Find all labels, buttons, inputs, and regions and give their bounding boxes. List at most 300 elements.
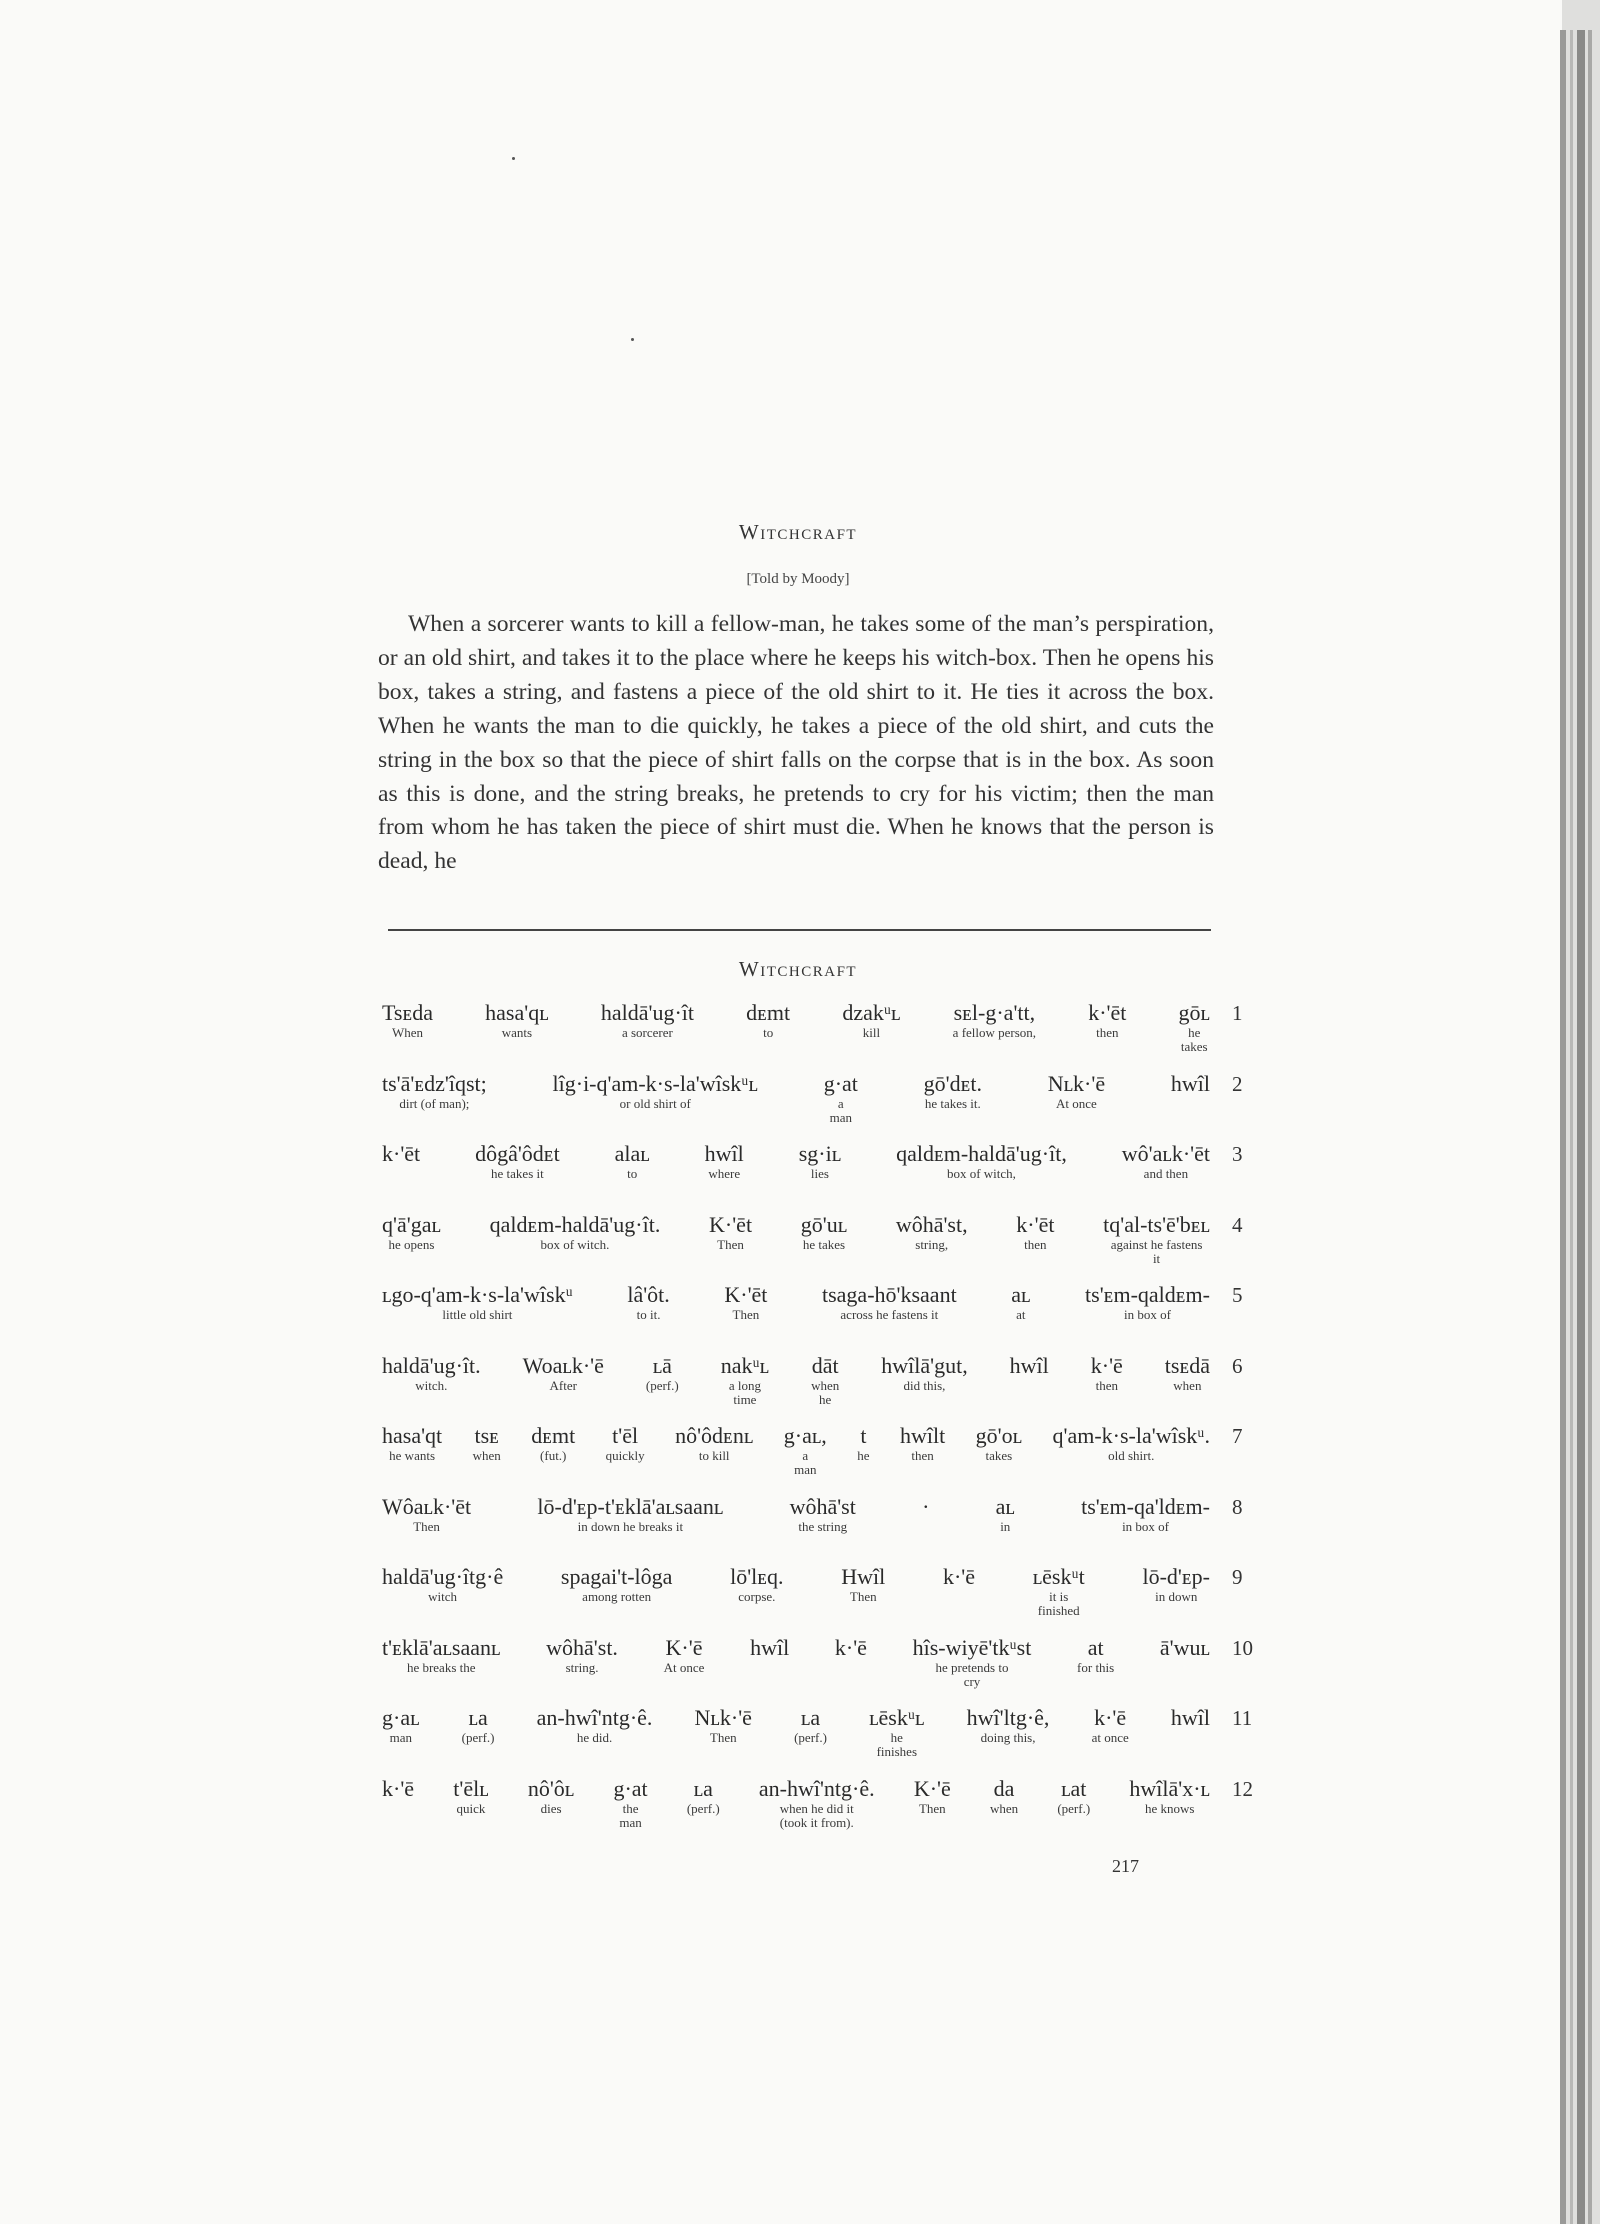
word-gloss: then	[1024, 1236, 1047, 1252]
word-gloss: lies	[810, 1166, 829, 1181]
interlinear-word	[382, 1635, 500, 1675]
word-gloss: did this,	[903, 1377, 946, 1393]
native-word: sᴇl-g·a'tt,	[953, 1000, 1036, 1025]
interlinear-word	[664, 1635, 705, 1675]
translation-prose: When a sorcerer wants to kill a fellow-man, he takes some of the man’s perspiration, or an old shirt, and takes it to the place where he keeps his witch-box. Then he opens his box, takes a string, and fastens a piece of the old shirt to it. He ties it across the box. When he wants the man to die quickly, he takes a piece of the old shirt, and cuts the string in the box so that the piece of shirt falls on the corpse that is in the box. As soon as this is done, and the string breaks, he pretends to cry for his victim; then the man from whom he has taken the piece of shirt must die. When he knows that the person is dead, he	[378, 611, 1214, 875]
native-word: g·at	[613, 1775, 648, 1801]
word-gloss: quickly	[605, 1448, 645, 1463]
interlinear-word	[842, 1000, 900, 1040]
word-gloss: he knows	[1144, 1800, 1195, 1816]
interlinear-line	[370, 1423, 1290, 1494]
word-gloss: the string	[798, 1518, 848, 1534]
word-gloss: when	[989, 1800, 1019, 1816]
interlinear-line	[370, 1564, 1290, 1635]
native-word: k·'ē	[382, 1775, 415, 1801]
native-word: g·at	[823, 1070, 858, 1096]
native-word: t'ēlʟ	[453, 1775, 489, 1801]
native-word: hwîlā'x·ʟ	[1129, 1775, 1210, 1801]
native-word: ʟā	[652, 1352, 672, 1378]
interlinear-word	[1077, 1635, 1114, 1675]
word-gloss: witch.	[415, 1377, 448, 1393]
native-word: lō-d'ᴇp-	[1142, 1564, 1210, 1589]
word-gloss: at once	[1091, 1730, 1129, 1745]
word-gloss: then	[911, 1448, 934, 1463]
word-gloss: a sorcerer	[621, 1025, 673, 1040]
native-word: gō'uʟ	[800, 1211, 848, 1237]
word-gloss: the man	[619, 1800, 642, 1830]
interlinear-word	[1103, 1212, 1210, 1266]
word-gloss: At once	[1056, 1095, 1097, 1111]
native-word: g·aʟ	[382, 1705, 420, 1730]
interlinear-word	[1053, 1423, 1211, 1463]
interlinear-word	[601, 1000, 694, 1040]
word-gloss: when he did it (took it from).	[779, 1800, 854, 1830]
word-gloss: he finishes	[876, 1730, 918, 1759]
interlinear-line	[370, 1212, 1290, 1283]
native-word: ʟa	[693, 1775, 713, 1801]
native-word: an-hwî'ntg·ê.	[758, 1775, 875, 1801]
interlinear-word	[382, 1705, 420, 1745]
interlinear-word	[1129, 1776, 1210, 1816]
native-word: dᴇmt	[531, 1423, 576, 1448]
native-word: ʟēskᵘʟ	[869, 1705, 925, 1730]
interlinear-word	[976, 1423, 1022, 1463]
native-word: hwîl	[750, 1634, 790, 1660]
word-gloss: At once	[663, 1659, 705, 1675]
page-edge	[1570, 30, 1573, 2224]
interlinear-word	[1016, 1212, 1054, 1252]
word-gloss: he takes	[1180, 1025, 1208, 1054]
native-word: ʟat	[1061, 1775, 1087, 1801]
line-number: 12	[1232, 1776, 1253, 1801]
word-gloss: when	[472, 1448, 501, 1463]
native-word: q'ā'gaʟ	[382, 1211, 441, 1237]
word-gloss: Then	[918, 1800, 946, 1816]
interlinear-word	[462, 1705, 495, 1745]
interlinear-word	[913, 1635, 1032, 1689]
native-word: qaldᴇm-haldā'ug·ît,	[896, 1141, 1067, 1166]
line-number: 1	[1232, 1001, 1243, 1025]
interlinear-word	[1179, 1000, 1210, 1054]
interlinear-word	[922, 1494, 929, 1520]
interlinear-line	[370, 1141, 1290, 1212]
native-word: Nʟk·'ē	[694, 1705, 752, 1730]
native-word: K·'ēt	[724, 1282, 768, 1307]
native-word: gō'dᴇt.	[923, 1070, 982, 1096]
word-gloss: to kill	[698, 1448, 730, 1463]
interlinear-word	[801, 1212, 847, 1252]
interlinear-word	[799, 1141, 841, 1181]
native-word: ts'ᴇm-qaldᴇm-	[1085, 1282, 1210, 1307]
native-word: dzakᵘʟ	[842, 1000, 901, 1025]
native-word: ʟa	[800, 1705, 821, 1730]
interlinear-word	[1048, 1071, 1105, 1111]
word-gloss: to it.	[636, 1307, 661, 1322]
interlinear-word	[1081, 1494, 1210, 1534]
native-word: qaldᴇm-haldā'ug·ît.	[489, 1211, 661, 1237]
native-word: wôhā'st.	[546, 1634, 618, 1660]
interlinear-line	[370, 1071, 1290, 1142]
word-gloss: he opens	[388, 1236, 435, 1252]
interlinear-word	[967, 1705, 1050, 1745]
native-word: ʟgo-q'am-k·s-la'wîskᵘ	[382, 1282, 573, 1307]
interlinear-word	[724, 1282, 767, 1322]
word-gloss: he breaks the	[406, 1659, 476, 1675]
word-gloss: he takes	[802, 1236, 846, 1252]
interlinear-word	[1033, 1564, 1085, 1618]
native-text-title: Witchcraft	[738, 957, 858, 981]
interlinear-word	[835, 1635, 867, 1661]
native-word: k·'ē	[1094, 1705, 1127, 1730]
native-word: Nʟk·'ē	[1047, 1070, 1106, 1096]
native-word: nakᵘʟ	[720, 1352, 770, 1378]
interlinear-word	[1088, 1000, 1126, 1040]
interlinear-word	[453, 1776, 488, 1816]
interlinear-line	[370, 1635, 1290, 1706]
interlinear-word	[896, 1212, 968, 1252]
word-gloss: a fellow person,	[952, 1025, 1037, 1040]
interlinear-word	[382, 1141, 420, 1167]
native-word: ʟa	[468, 1705, 488, 1730]
word-gloss: to	[627, 1166, 638, 1181]
word-gloss: man	[389, 1730, 412, 1745]
native-word: sg·iʟ	[798, 1141, 842, 1166]
native-word: ā'wuʟ	[1159, 1634, 1210, 1660]
word-gloss: old shirt.	[1108, 1448, 1155, 1463]
native-word: g·aʟ,	[783, 1423, 827, 1448]
interlinear-word	[869, 1705, 924, 1759]
interlinear-word	[627, 1282, 669, 1322]
native-word: haldā'ug·ît.	[382, 1352, 481, 1378]
word-gloss: a man	[829, 1095, 852, 1125]
native-word: k·'ē	[942, 1564, 975, 1589]
native-word: at	[1087, 1634, 1104, 1660]
native-word: wô'aʟk·'ēt	[1121, 1141, 1210, 1166]
native-word: lō'lᴇq.	[730, 1564, 784, 1589]
interlinear-word	[606, 1423, 645, 1463]
word-gloss: in box of	[1124, 1307, 1171, 1322]
native-word: dᴇmt	[746, 1000, 791, 1025]
native-word: nô'ôʟ	[527, 1775, 575, 1801]
interlinear-word	[824, 1071, 858, 1125]
word-gloss: Then	[413, 1518, 440, 1534]
interlinear-word	[490, 1212, 661, 1252]
word-gloss: dies	[540, 1800, 562, 1816]
interlinear-word	[924, 1071, 982, 1111]
word-gloss: when he	[811, 1377, 840, 1407]
word-gloss: at	[1016, 1307, 1026, 1322]
interlinear-line	[370, 1000, 1290, 1071]
interlinear-word	[1085, 1282, 1210, 1322]
interlinear-word	[1010, 1353, 1049, 1379]
native-word: k·'ēt	[1088, 1000, 1127, 1025]
word-gloss: wants	[501, 1025, 533, 1040]
native-word: Tsᴇda	[382, 1000, 434, 1025]
native-word: hasa'qt	[382, 1423, 443, 1448]
word-gloss: quick	[456, 1800, 486, 1816]
word-gloss: and then	[1143, 1166, 1189, 1181]
ink-speck	[512, 157, 515, 160]
page-edge	[1577, 30, 1585, 2224]
word-gloss: then	[1095, 1377, 1118, 1393]
word-gloss: for this	[1077, 1659, 1115, 1675]
native-word: aʟ	[995, 1493, 1015, 1519]
interlinear-word	[784, 1423, 827, 1477]
ink-speck	[631, 338, 634, 341]
native-word: nô'ôdᴇnʟ	[675, 1423, 754, 1448]
word-gloss: a man	[794, 1448, 817, 1477]
word-gloss: doing this,	[980, 1730, 1036, 1745]
native-word: hwîl	[1170, 1070, 1210, 1096]
interlinear-word	[382, 1776, 414, 1802]
native-word: spagai't-lôga	[560, 1564, 673, 1589]
native-word: hwîl	[704, 1141, 744, 1166]
native-word: wôhā'st,	[895, 1211, 968, 1237]
interlinear-word	[709, 1212, 752, 1252]
interlinear-word	[730, 1564, 783, 1604]
native-word: ts'ā'ᴇdz'îqst;	[382, 1070, 487, 1096]
word-gloss: Then	[849, 1589, 877, 1604]
interlinear-word	[914, 1776, 951, 1816]
interlinear-word	[1171, 1071, 1210, 1097]
interlinear-line	[370, 1776, 1290, 1847]
interlinear-word	[953, 1000, 1036, 1040]
interlinear-text	[370, 1000, 1290, 1846]
word-gloss: box of witch,	[946, 1166, 1016, 1181]
word-gloss: he takes it	[491, 1166, 544, 1181]
interlinear-word	[675, 1423, 753, 1463]
interlinear-word	[746, 1000, 790, 1040]
word-gloss: corpse.	[738, 1589, 776, 1604]
interlinear-word	[1160, 1635, 1210, 1661]
native-word: ts'ᴇm-qa'ldᴇm-	[1081, 1493, 1210, 1519]
native-word: hwî'ltg·ê,	[966, 1705, 1050, 1730]
native-word: q'am-k·s-la'wîskᵘ.	[1052, 1423, 1210, 1448]
interlinear-word	[473, 1423, 501, 1463]
word-gloss: across he fastens it	[840, 1307, 939, 1322]
native-word: haldā'ug·îtg·ê	[382, 1564, 504, 1589]
native-word: alaʟ	[614, 1141, 650, 1166]
native-word: hwîl	[1170, 1705, 1210, 1730]
line-number: 2	[1232, 1071, 1243, 1096]
native-word: hwîlt	[899, 1423, 946, 1448]
word-gloss: when	[1173, 1377, 1202, 1393]
interlinear-word	[759, 1776, 875, 1830]
interlinear-word	[1122, 1141, 1210, 1181]
native-word: K·'ē	[913, 1775, 951, 1801]
word-gloss: in down he breaks it	[577, 1518, 684, 1534]
interlinear-word	[811, 1353, 839, 1407]
interlinear-word	[553, 1071, 758, 1111]
word-gloss: then	[1096, 1025, 1119, 1040]
native-word: ʟēskᵘt	[1032, 1564, 1085, 1589]
interlinear-word	[695, 1705, 752, 1745]
interlinear-word	[1092, 1705, 1129, 1745]
page-number: 217	[1112, 1856, 1139, 1876]
native-word: dôgâ'ôdᴇt	[475, 1141, 560, 1166]
page-edge	[1588, 30, 1592, 2224]
word-gloss: (perf.)	[461, 1730, 495, 1745]
line-number: 9	[1232, 1565, 1243, 1589]
interlinear-line	[370, 1494, 1290, 1565]
interlinear-word	[705, 1141, 744, 1181]
native-word: lîg·i-q'am-k·s-la'wîskᵘʟ	[552, 1070, 758, 1096]
native-word: hwîl	[1009, 1352, 1049, 1378]
native-word: k·'ēt	[382, 1141, 421, 1166]
word-gloss: (perf.)	[1057, 1800, 1091, 1816]
interlinear-word	[561, 1564, 672, 1604]
interlinear-word	[790, 1494, 856, 1534]
word-gloss: he did.	[576, 1730, 613, 1745]
word-gloss: (perf.)	[645, 1377, 679, 1393]
interlinear-word	[1011, 1282, 1030, 1322]
interlinear-word	[881, 1353, 967, 1393]
interlinear-word	[750, 1635, 789, 1661]
native-word: tq'al-ts'ē'bᴇʟ	[1103, 1211, 1210, 1237]
native-word: lō-d'ᴇp-t'ᴇklā'aʟsaanʟ	[537, 1493, 724, 1519]
native-word: wôhā'st	[789, 1493, 856, 1519]
interlinear-word	[537, 1494, 723, 1534]
interlinear-word	[822, 1282, 957, 1322]
word-gloss: among rotten	[582, 1589, 652, 1604]
interlinear-word	[546, 1635, 618, 1675]
word-gloss: string,	[915, 1236, 949, 1252]
native-word: ·	[922, 1493, 930, 1519]
word-gloss: box of witch.	[540, 1236, 610, 1252]
interlinear-word	[528, 1776, 574, 1816]
native-word: hwîlā'gut,	[881, 1352, 968, 1378]
native-word: k·'ē	[1090, 1352, 1123, 1378]
native-word: K·'ēt	[709, 1211, 753, 1237]
native-word: t	[860, 1423, 867, 1448]
interlinear-word	[721, 1353, 769, 1407]
interlinear-word	[613, 1776, 647, 1830]
interlinear-word	[990, 1776, 1018, 1816]
word-gloss: he pretends to cry	[935, 1659, 1009, 1689]
native-word: gō'oʟ	[975, 1423, 1023, 1448]
native-word: Woaʟk·'ē	[522, 1352, 604, 1378]
word-gloss: in box of	[1122, 1518, 1170, 1534]
word-gloss: Then	[709, 1730, 737, 1745]
word-gloss: to	[763, 1025, 774, 1040]
native-word: hîs-wiyē'tkᵘst	[912, 1634, 1032, 1660]
interlinear-word	[382, 1564, 503, 1604]
interlinear-word	[382, 1423, 442, 1463]
word-gloss: (perf.)	[794, 1730, 827, 1745]
interlinear-word	[485, 1000, 549, 1040]
word-gloss: takes	[985, 1448, 1013, 1463]
native-word: Hwîl	[841, 1564, 886, 1589]
line-number: 11	[1232, 1706, 1253, 1730]
interlinear-word	[1142, 1564, 1210, 1604]
native-word: haldā'ug·ît	[600, 1000, 694, 1025]
native-word: tsaga-hō'ksaant	[821, 1282, 957, 1307]
interlinear-word	[646, 1353, 679, 1393]
word-gloss: Then	[717, 1236, 744, 1252]
native-word: an-hwî'ntg·ê.	[536, 1705, 653, 1730]
interlinear-word	[382, 1494, 471, 1534]
interlinear-line	[370, 1353, 1290, 1424]
interlinear-word	[1057, 1776, 1090, 1816]
interlinear-word	[1165, 1353, 1210, 1393]
word-gloss: he wants	[389, 1448, 436, 1463]
word-gloss: (perf.)	[686, 1800, 720, 1816]
interlinear-word	[382, 1000, 433, 1040]
word-gloss: in	[1000, 1518, 1011, 1534]
line-number: 7	[1232, 1424, 1243, 1448]
native-word: k·'ē	[834, 1634, 867, 1660]
interlinear-word	[841, 1564, 885, 1604]
section-divider	[388, 929, 1211, 931]
interlinear-word	[1091, 1353, 1123, 1393]
interlinear-word	[382, 1353, 481, 1393]
told-by-note: [Told by Moody]	[746, 571, 850, 587]
word-gloss: he	[857, 1448, 870, 1463]
translation-title: Witchcraft	[738, 520, 858, 544]
native-word: Wôaʟk·'ēt	[382, 1493, 472, 1519]
interlinear-word	[900, 1423, 945, 1463]
page-edge	[1560, 30, 1566, 2224]
interlinear-word	[943, 1564, 975, 1590]
word-gloss: dirt (of man);	[399, 1095, 470, 1111]
line-number: 6	[1232, 1353, 1243, 1378]
word-gloss: where	[708, 1166, 741, 1181]
word-gloss: he takes it.	[924, 1095, 981, 1111]
word-gloss: or old shirt of	[619, 1095, 691, 1111]
native-word: da	[993, 1775, 1015, 1801]
word-gloss: string.	[565, 1659, 599, 1675]
word-gloss: in down	[1155, 1589, 1198, 1604]
native-word: dāt	[811, 1352, 839, 1378]
interlinear-word	[523, 1353, 604, 1393]
native-word: aʟ	[1011, 1282, 1031, 1307]
native-word: tsᴇ	[474, 1423, 499, 1448]
word-gloss: a long time	[728, 1377, 761, 1407]
word-gloss: Then	[732, 1307, 760, 1322]
interlinear-word	[1171, 1705, 1210, 1731]
interlinear-word	[996, 1494, 1015, 1534]
interlinear-word	[794, 1705, 827, 1745]
interlinear-word	[857, 1423, 869, 1463]
native-word: hasa'qʟ	[485, 1000, 549, 1025]
interlinear-word	[382, 1212, 441, 1252]
word-gloss: little old shirt	[442, 1307, 513, 1322]
native-word: lâ'ôt.	[627, 1282, 670, 1307]
interlinear-word	[475, 1141, 560, 1181]
native-word: tsᴇdā	[1164, 1352, 1210, 1378]
word-gloss: it is finished	[1037, 1589, 1080, 1618]
interlinear-word	[537, 1705, 653, 1745]
word-gloss: After	[549, 1377, 577, 1393]
word-gloss: kill	[862, 1025, 881, 1040]
line-number: 10	[1232, 1635, 1253, 1660]
interlinear-word	[615, 1141, 650, 1181]
word-gloss: witch	[428, 1589, 458, 1604]
interlinear-word	[531, 1423, 575, 1463]
native-word: gōʟ	[1178, 1000, 1210, 1025]
interlinear-line	[370, 1705, 1290, 1776]
interlinear-word	[382, 1282, 573, 1322]
line-number: 8	[1232, 1494, 1243, 1519]
native-word: t'ᴇklā'aʟsaanʟ	[382, 1634, 501, 1660]
word-gloss: When	[391, 1025, 424, 1040]
interlinear-word	[896, 1141, 1067, 1181]
word-gloss: against he fastens it	[1110, 1236, 1203, 1266]
native-word: k·'ēt	[1016, 1211, 1055, 1237]
line-number: 4	[1232, 1212, 1243, 1237]
word-gloss: (fut.)	[540, 1448, 567, 1463]
interlinear-word	[382, 1071, 487, 1111]
